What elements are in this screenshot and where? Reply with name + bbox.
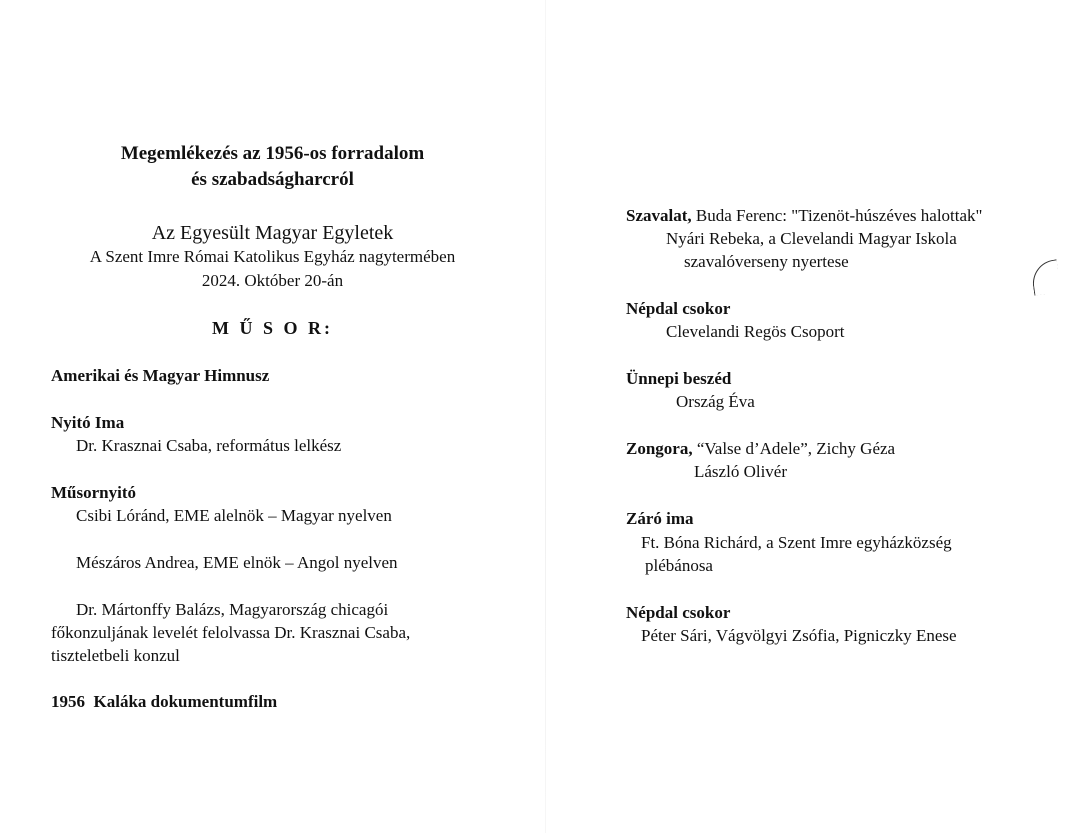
piano-heading: Zongora,	[626, 439, 693, 458]
folk-song-1-detail: Clevelandi Regös Csoport	[666, 322, 845, 341]
anthem-item: Amerikai és Magyar Himnusz	[51, 366, 270, 385]
folk-song-1-heading: Népdal csokor	[626, 299, 731, 318]
host-line1: Csibi Lóránd, EME alelnök – Magyar nyelven	[76, 506, 392, 525]
opening-prayer-detail: Dr. Krasznai Csaba, református lelkész	[76, 436, 342, 455]
closing-prayer-line1: Ft. Bóna Richárd, a Szent Imre egyházközség	[641, 533, 952, 552]
recitation-title: Buda Ferenc: "Tizenöt-húszéves halottak"	[691, 206, 983, 225]
venue: A Szent Imre Római Katolikus Egyház nagytermében	[89, 247, 456, 266]
folk-song-2-heading: Népdal csokor	[626, 603, 731, 622]
right-page	[545, 0, 1080, 833]
event-date: 2024. Október 20-án	[201, 271, 344, 290]
closing-prayer-heading: Záró ima	[626, 509, 694, 528]
folk-song-2-detail: Péter Sári, Vágvölgyi Zsófia, Pigniczky Enese	[641, 626, 957, 645]
letter-line2: főkonzuljának levelét felolvassa Dr. Krasznai Csaba,	[51, 623, 411, 642]
speech-detail: Ország Éva	[676, 392, 755, 411]
event-title-line2: és szabadságharcról	[191, 169, 354, 190]
recitation-heading: Szavalat,	[626, 206, 692, 225]
piano-item	[626, 439, 895, 459]
event-title-line1: Megemlékezés az 1956-os forradalom	[120, 143, 425, 164]
letter-line1: Dr. Mártonffy Balázs, Magyarország chicagói	[76, 600, 389, 619]
letter-line3: tiszteletbeli konzul	[51, 646, 180, 665]
piano-detail: László Olivér	[694, 462, 787, 481]
organizer: Az Egyesült Magyar Egyletek	[151, 222, 394, 244]
film-item: 1956 Kaláka dokumentumfilm	[51, 692, 278, 711]
opening-prayer-heading: Nyitó Ima	[51, 413, 125, 432]
closing-prayer-line2: plébánosa	[645, 556, 713, 575]
recitation-performer: Nyári Rebeka, a Clevelandi Magyar Iskola	[666, 229, 957, 248]
host-line2: Mészáros Andrea, EME elnök – Angol nyelven	[76, 553, 398, 572]
program-heading: M Ű S O R:	[212, 318, 333, 338]
recitation-award: szavalóverseny nyertese	[684, 252, 849, 271]
recitation-item	[626, 206, 983, 226]
host-heading: Műsornyitó	[51, 483, 136, 502]
piano-title: “Valse d’Adele”, Zichy Géza	[692, 439, 896, 458]
speech-heading: Ünnepi beszéd	[626, 369, 732, 388]
